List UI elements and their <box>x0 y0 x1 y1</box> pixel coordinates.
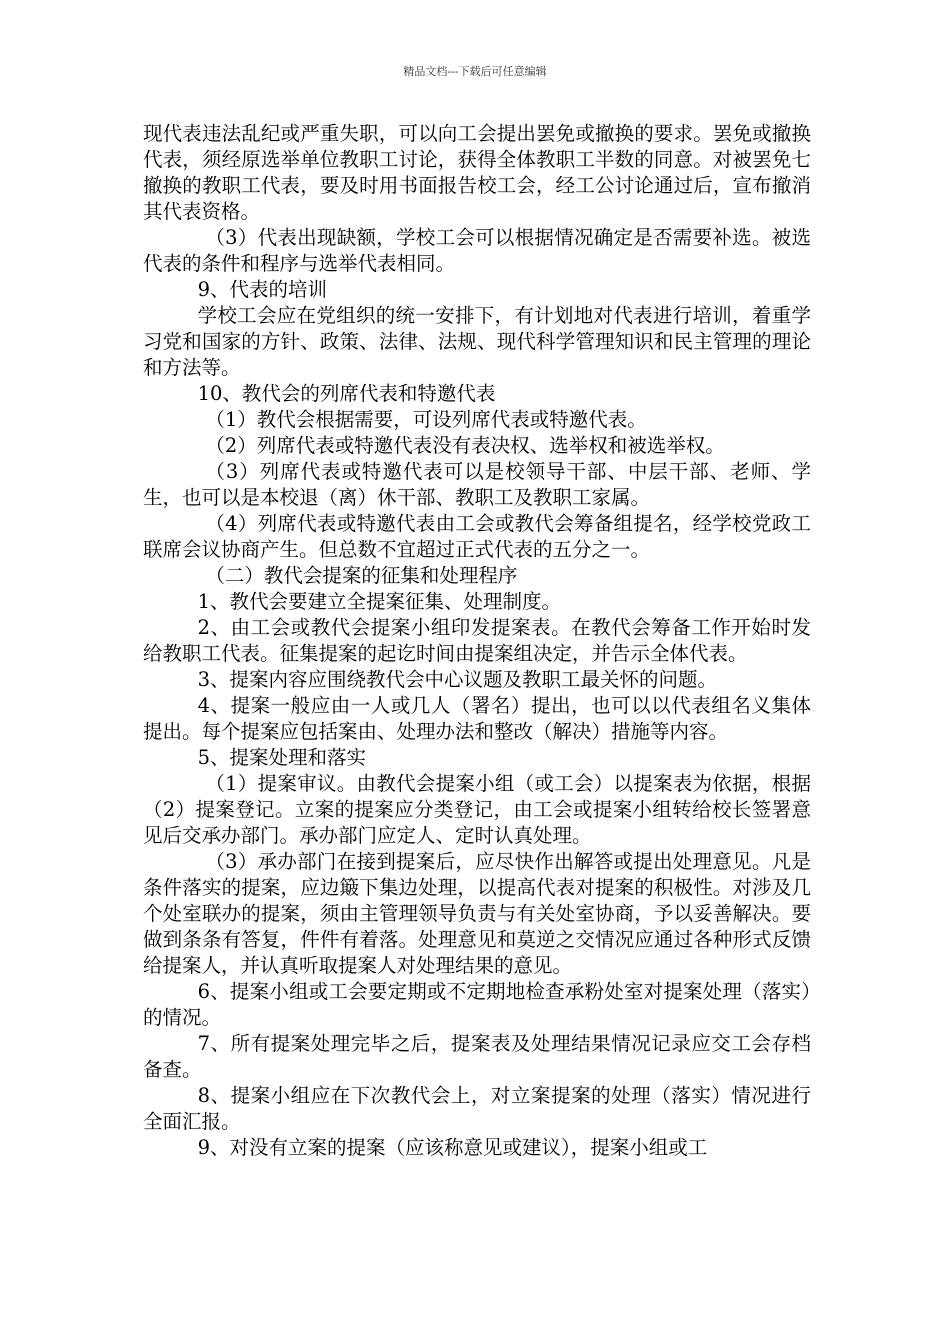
paragraph: （3）代表出现缺额，学校工会可以根据情况确定是否需要补选。被选代表的条件和程序与选举代表相同。 <box>143 226 811 275</box>
paragraph: 2、由工会或教代会提案小组印发提案表。在教代会筹备工作开始时发给教职工代表。征集提案的起讫时间由提案组决定，并告示全体代表。 <box>143 616 811 665</box>
document-body <box>143 121 811 1161</box>
section-heading: 10、教代会的列席代表和特邀代表 <box>197 382 496 405</box>
paragraph: （1）提案审议。由教代会提案小组（或工会）以提案表为依据，根据（2）提案登记。立案的提案应分类登记，由工会或提案小组转给校长签署意见后交承办部门。承办部门应定人、定时认真处理。 <box>143 772 811 847</box>
paragraph: （3）列席代表或特邀代表可以是校领导干部、中层干部、老师、学生，也可以是本校退（离）休干部、教职工及教职工家属。 <box>143 460 811 509</box>
paragraph: 4、提案一般应由一人或几人（署名）提出，也可以以代表组名义集体提出。每个提案应包括案由、处理办法和整改（解决）措施等内容。 <box>143 694 811 743</box>
paragraph: 7、所有提案处理完毕之后，提案表及处理结果情况记录应交工会存档备查。 <box>143 1032 811 1081</box>
paragraph: 9、对没有立案的提案（应该称意见或建议），提案小组或工 <box>197 1136 708 1159</box>
paragraph: （1）教代会根据需要，可设列席代表或特邀代表。 <box>205 408 647 431</box>
paragraph: 6、提案小组或工会要定期或不定期地检查承粉处室对提案处理（落实）的情况。 <box>143 980 811 1029</box>
paragraph: 8、提案小组应在下次教代会上，对立案提案的处理（落实）情况进行全面汇报。 <box>143 1084 811 1133</box>
paragraph: （3）承办部门在接到提案后，应尽快作出解答或提出处理意见。凡是条件落实的提案，应边簸下集边处理，以提高代表对提案的积极性。对涉及几个处室联办的提案，须由主管理领导负责与有关处室协商，予以妥善解决。要做到条条有答复，件件有着落。处理意见和莫逆之交情况应通过各种形式反馈给提案人，并认真听取提案人对处理结果的意见。 <box>143 850 811 977</box>
paragraph: 现代表违法乱纪或严重失职，可以向工会提出罢免或撤换的要求。罢免或撤换代表，须经原选举单位教职工讨论，获得全体教职工半数的同意。对被罢免七撤换的教职工代表，要及时用书面报告校工会，经工公讨论通过后，宣布撤消其代表资格。 <box>143 122 811 223</box>
paragraph: 学校工会应在党组织的统一安排下，有计划地对代表进行培训，着重学习党和国家的方针、政策、法律、法规、现代科学管理知识和民主管理的理论和方法等。 <box>143 304 811 379</box>
paragraph: （4）列席代表或特邀代表由工会或教代会筹备组提名，经学校党政工联席会议协商产生。但总数不宜超过正式代表的五分之一。 <box>143 512 811 561</box>
section-heading: 9、代表的培训 <box>197 278 328 301</box>
paragraph: 1、教代会要建立全提案征集、处理制度。 <box>197 590 562 613</box>
page-header: 精品文档---下载后可任意编辑 <box>403 65 547 78</box>
paragraph: （2）列席代表或特邀代表没有表决权、选举权和被选举权。 <box>205 434 725 457</box>
section-heading: （二）教代会提案的征集和处理程序 <box>205 564 518 587</box>
paragraph: 3、提案内容应围绕教代会中心议题及教职工最关怀的问题。 <box>197 668 718 691</box>
section-heading: 5、提案处理和落实 <box>197 746 367 769</box>
